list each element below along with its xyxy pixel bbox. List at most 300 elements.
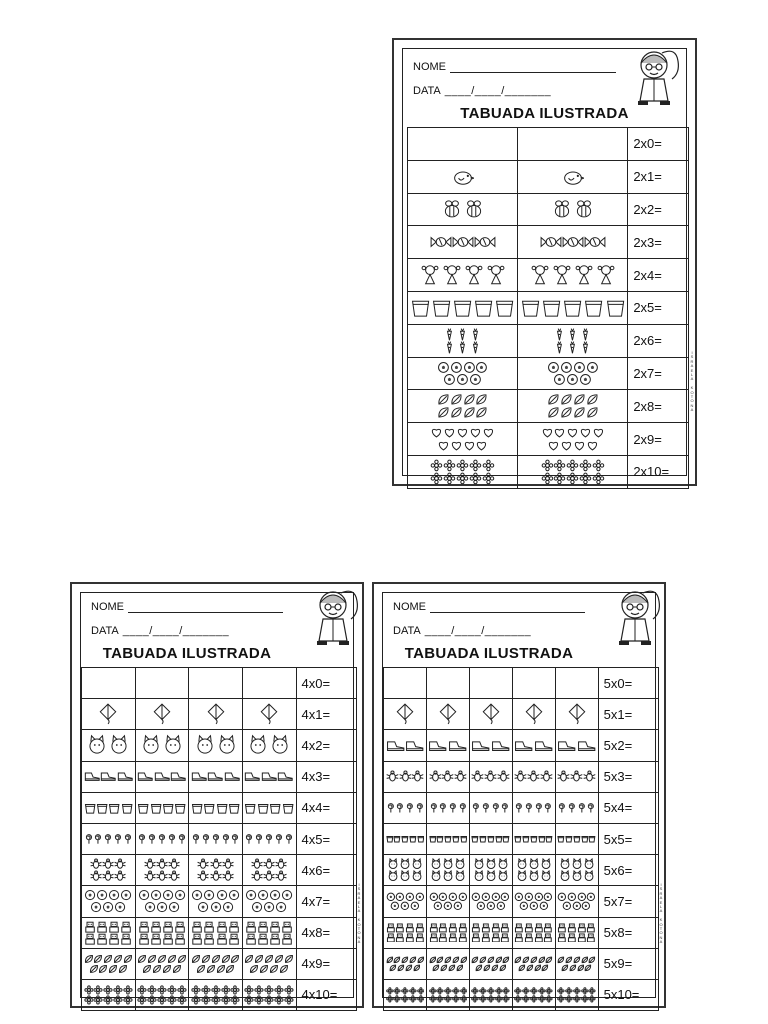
lollipop-icon bbox=[557, 803, 567, 813]
heart-icon bbox=[566, 426, 579, 439]
picture-group-cell bbox=[82, 823, 136, 854]
equation-cell[interactable]: 2x4= bbox=[628, 259, 689, 292]
flower-icon bbox=[147, 995, 157, 1005]
ball-icon bbox=[524, 892, 534, 902]
lollipop-icon bbox=[201, 834, 211, 844]
flower-icon bbox=[274, 995, 284, 1005]
equation-cell[interactable]: 2x3= bbox=[628, 226, 689, 259]
picture-group-cell bbox=[135, 855, 189, 886]
robot-icon bbox=[203, 933, 215, 945]
robot-icon bbox=[557, 923, 567, 933]
robot-icon bbox=[405, 933, 415, 943]
robot-icon bbox=[481, 933, 491, 943]
flower-icon bbox=[522, 987, 530, 995]
picture-group-cell bbox=[512, 979, 555, 1010]
leaf-icon bbox=[502, 956, 510, 964]
flower-icon bbox=[264, 985, 274, 995]
picture-group-cell bbox=[189, 917, 243, 948]
robot-icon bbox=[567, 933, 577, 943]
robot-icon bbox=[534, 933, 544, 943]
heart-icon bbox=[430, 426, 443, 439]
flower-icon bbox=[177, 995, 187, 1005]
equation-cell[interactable]: 5x5= bbox=[598, 823, 658, 854]
picture-group-cell bbox=[518, 226, 628, 259]
leaf-icon bbox=[547, 406, 560, 419]
flower-icon bbox=[469, 472, 482, 485]
flower-icon bbox=[557, 995, 565, 1003]
leaf-icon bbox=[437, 406, 450, 419]
flower-icon bbox=[429, 995, 437, 1003]
table-row bbox=[82, 886, 357, 917]
picture-group-cell bbox=[408, 160, 518, 193]
leaf-icon bbox=[557, 956, 565, 964]
picture-group-cell bbox=[518, 390, 628, 423]
robot-icon bbox=[543, 933, 553, 943]
picture-group-cell bbox=[469, 761, 512, 792]
carrot-icon bbox=[553, 341, 566, 354]
leaf-icon bbox=[152, 964, 162, 974]
robot-icon bbox=[228, 933, 240, 945]
cup-icon bbox=[174, 802, 186, 814]
leaf-icon bbox=[538, 956, 546, 964]
cup-icon bbox=[269, 802, 281, 814]
leaf-icon bbox=[413, 964, 421, 972]
cup-icon bbox=[452, 835, 460, 843]
date-row bbox=[393, 625, 585, 637]
cup-icon bbox=[386, 835, 394, 843]
cup-icon bbox=[409, 835, 417, 843]
flower-icon bbox=[566, 459, 579, 472]
leaf-icon bbox=[269, 964, 279, 974]
ball-icon bbox=[174, 889, 186, 901]
picture-group-cell bbox=[426, 792, 469, 823]
leaf-icon bbox=[279, 964, 289, 974]
leaf-icon bbox=[541, 964, 549, 972]
flower-icon bbox=[557, 987, 565, 995]
robot-icon bbox=[191, 921, 203, 933]
flower-icon bbox=[592, 459, 605, 472]
robot-icon bbox=[84, 933, 96, 945]
picture-group-cell bbox=[384, 699, 427, 730]
equation-cell[interactable]: 4x10= bbox=[296, 979, 357, 1010]
girl-icon bbox=[441, 264, 463, 286]
equation-cell[interactable]: 4x1= bbox=[296, 699, 357, 730]
robot-icon bbox=[448, 923, 458, 933]
equation-cell[interactable]: 4x0= bbox=[296, 668, 357, 699]
shoe-icon bbox=[261, 768, 278, 785]
flower-icon bbox=[452, 995, 460, 1003]
robot-icon bbox=[415, 933, 425, 943]
ball-icon bbox=[228, 889, 240, 901]
lollipop-icon bbox=[471, 803, 481, 813]
picture-group-cell bbox=[469, 792, 512, 823]
ball-icon bbox=[448, 892, 458, 902]
flower-icon bbox=[514, 987, 522, 995]
leaf-icon bbox=[142, 964, 152, 974]
heart-icon bbox=[456, 426, 469, 439]
flower-icon bbox=[545, 995, 553, 1003]
equation-cell[interactable]: 4x2= bbox=[296, 730, 357, 761]
ball-icon bbox=[429, 892, 439, 902]
equation-cell[interactable]: 5x6= bbox=[598, 855, 658, 886]
cup-icon bbox=[431, 297, 452, 318]
lollipop-icon bbox=[147, 834, 157, 844]
cup-icon bbox=[541, 297, 562, 318]
ball-icon bbox=[496, 901, 506, 911]
lollipop-icon bbox=[93, 834, 103, 844]
picture-group-cell bbox=[426, 730, 469, 761]
cup-icon bbox=[581, 835, 589, 843]
robot-icon bbox=[577, 933, 587, 943]
girl-mascot-icon bbox=[307, 583, 361, 647]
cat-icon bbox=[162, 734, 184, 756]
shoe-icon bbox=[170, 768, 187, 785]
lollipop-icon bbox=[586, 803, 596, 813]
page-title: TABUADA ILUSTRADA bbox=[404, 645, 574, 662]
robot-icon bbox=[586, 923, 596, 933]
equation-cell[interactable]: 5x0= bbox=[598, 668, 658, 699]
equation-cell[interactable]: 2x2= bbox=[628, 193, 689, 226]
picture-group-cell bbox=[469, 855, 512, 886]
flower-icon bbox=[479, 987, 487, 995]
leaf-icon bbox=[545, 956, 553, 964]
name-row bbox=[413, 61, 616, 73]
robot-icon bbox=[269, 933, 281, 945]
robot-icon bbox=[514, 933, 524, 943]
table-row bbox=[384, 792, 659, 823]
equation-cell[interactable]: 2x1= bbox=[628, 160, 689, 193]
ball-icon bbox=[269, 889, 281, 901]
equation-cell[interactable]: 5x9= bbox=[598, 948, 658, 979]
picture-group-cell bbox=[426, 979, 469, 1010]
bug-icon bbox=[168, 870, 180, 882]
leaf-icon bbox=[201, 954, 211, 964]
cup-icon bbox=[282, 802, 294, 814]
robot-icon bbox=[514, 923, 524, 933]
cup-icon bbox=[573, 835, 581, 843]
lollipop-icon bbox=[84, 834, 94, 844]
equation-cell[interactable]: 2x7= bbox=[628, 357, 689, 390]
cat-icon bbox=[387, 870, 399, 882]
ball-icon bbox=[102, 901, 114, 913]
bug-icon bbox=[411, 770, 424, 783]
picture-group-cell bbox=[384, 730, 427, 761]
flower-icon bbox=[113, 985, 123, 995]
bird-icon bbox=[562, 166, 584, 188]
picture-group-cell bbox=[555, 792, 598, 823]
table-row bbox=[384, 948, 659, 979]
robot-icon bbox=[395, 933, 405, 943]
bug-icon bbox=[441, 770, 454, 783]
equation-cell[interactable]: 4x3= bbox=[296, 761, 357, 792]
lollipop-icon bbox=[244, 834, 254, 844]
equation-cell[interactable]: 4x4= bbox=[296, 792, 357, 823]
date-lines[interactable]: ____/____/_______ bbox=[424, 625, 532, 637]
ball-icon bbox=[486, 901, 496, 911]
flower-icon bbox=[573, 995, 581, 1003]
name-line[interactable] bbox=[430, 602, 585, 613]
kite-icon bbox=[151, 703, 173, 725]
cat-icon bbox=[497, 858, 509, 870]
equation-cell[interactable]: 2x10= bbox=[628, 455, 689, 488]
picture-group-cell bbox=[555, 948, 598, 979]
cup-icon bbox=[562, 297, 583, 318]
table-row bbox=[408, 259, 689, 292]
picture-group-cell bbox=[408, 226, 518, 259]
cat-icon bbox=[485, 858, 497, 870]
flower-icon bbox=[401, 995, 409, 1003]
picture-group-cell bbox=[512, 730, 555, 761]
flower-icon bbox=[588, 987, 596, 995]
carrot-icon bbox=[579, 328, 592, 341]
bug-icon bbox=[102, 858, 114, 870]
equation-cell[interactable]: 2x5= bbox=[628, 291, 689, 324]
bug-icon bbox=[210, 870, 222, 882]
table-row bbox=[384, 979, 659, 1010]
leaf-icon bbox=[522, 956, 530, 964]
cat-icon bbox=[540, 858, 552, 870]
flower-icon bbox=[487, 987, 495, 995]
flower-icon bbox=[565, 995, 573, 1003]
girl-mascot-icon bbox=[628, 43, 682, 107]
robot-icon bbox=[174, 933, 186, 945]
equation-cell[interactable]: 2x8= bbox=[628, 390, 689, 423]
leaf-icon bbox=[206, 964, 216, 974]
heart-icon bbox=[553, 426, 566, 439]
ball-icon bbox=[84, 889, 96, 901]
leaf-icon bbox=[405, 964, 413, 972]
name-label: NOME bbox=[413, 61, 446, 73]
leaf-icon bbox=[483, 964, 491, 972]
leaf-icon bbox=[547, 393, 560, 406]
equation-cell[interactable]: 4x5= bbox=[296, 823, 357, 854]
date-lines[interactable]: ____/____/_______ bbox=[122, 625, 230, 637]
shoe-icon bbox=[386, 736, 405, 755]
lollipop-icon bbox=[500, 803, 510, 813]
table-row bbox=[82, 855, 357, 886]
robot-icon bbox=[96, 933, 108, 945]
picture-group-cell bbox=[242, 730, 296, 761]
ball-icon bbox=[579, 373, 592, 386]
lollipop-icon bbox=[123, 834, 133, 844]
robot-icon bbox=[438, 923, 448, 933]
picture-group-cell bbox=[384, 761, 427, 792]
table-row bbox=[408, 193, 689, 226]
flower-icon bbox=[393, 987, 401, 995]
flower-icon bbox=[191, 995, 201, 1005]
equation-cell[interactable]: 4x9= bbox=[296, 948, 357, 979]
leaf-icon bbox=[244, 954, 254, 964]
date-lines[interactable]: ____/____/_______ bbox=[444, 85, 552, 97]
cat-icon bbox=[399, 858, 411, 870]
ball-icon bbox=[150, 889, 162, 901]
ball-icon bbox=[108, 889, 120, 901]
ball-icon bbox=[386, 892, 396, 902]
candy-icon bbox=[474, 231, 496, 253]
flower-icon bbox=[502, 995, 510, 1003]
girl-icon bbox=[419, 264, 441, 286]
worksheet-table-5 bbox=[372, 582, 666, 1008]
equation-cell[interactable]: 4x6= bbox=[296, 855, 357, 886]
equation-cell[interactable]: 5x4= bbox=[598, 792, 658, 823]
flower-icon bbox=[444, 995, 452, 1003]
picture-group-cell bbox=[408, 291, 518, 324]
multiplication-table bbox=[407, 127, 689, 489]
bug-icon bbox=[386, 770, 399, 783]
cup-icon bbox=[522, 835, 530, 843]
flower-icon bbox=[579, 472, 592, 485]
table-row bbox=[82, 730, 357, 761]
picture-group-cell bbox=[408, 193, 518, 226]
lollipop-icon bbox=[458, 803, 468, 813]
cat-icon bbox=[411, 870, 423, 882]
equation-cell[interactable]: 5x2= bbox=[598, 730, 658, 761]
flower-icon bbox=[393, 995, 401, 1003]
flower-icon bbox=[429, 987, 437, 995]
leaf-icon bbox=[495, 956, 503, 964]
bug-icon bbox=[210, 858, 222, 870]
equation-cell[interactable]: 5x10= bbox=[598, 979, 658, 1010]
table-row bbox=[82, 699, 357, 730]
flower-icon bbox=[230, 985, 240, 995]
shoe-icon bbox=[405, 736, 424, 755]
date-row bbox=[413, 85, 616, 97]
candy-icon bbox=[584, 231, 606, 253]
shoe-icon bbox=[154, 768, 171, 785]
picture-group-cell bbox=[518, 259, 628, 292]
flower-icon bbox=[103, 985, 113, 995]
lollipop-icon bbox=[157, 834, 167, 844]
picture-group-cell bbox=[82, 761, 136, 792]
flower-icon bbox=[254, 995, 264, 1005]
leaf-icon bbox=[450, 393, 463, 406]
leaf-icon bbox=[491, 964, 499, 972]
cup-icon bbox=[410, 297, 431, 318]
ball-icon bbox=[251, 901, 263, 913]
ball-icon bbox=[463, 361, 476, 374]
shoe-icon bbox=[428, 736, 447, 755]
ball-icon bbox=[469, 373, 482, 386]
picture-group-cell bbox=[189, 948, 243, 979]
robot-icon bbox=[120, 921, 132, 933]
picture-group-cell bbox=[469, 699, 512, 730]
lollipop-icon bbox=[543, 803, 553, 813]
flower-icon bbox=[401, 987, 409, 995]
ball-icon bbox=[577, 892, 587, 902]
cup-icon bbox=[137, 802, 149, 814]
equation-cell[interactable]: 2x6= bbox=[628, 324, 689, 357]
leaf-icon bbox=[534, 964, 542, 972]
robot-icon bbox=[150, 921, 162, 933]
kite-icon bbox=[97, 703, 119, 725]
picture-group-cell bbox=[189, 792, 243, 823]
ball-icon bbox=[586, 892, 596, 902]
ball-icon bbox=[257, 889, 269, 901]
lollipop-icon bbox=[491, 803, 501, 813]
leaf-icon bbox=[573, 406, 586, 419]
picture-group-cell bbox=[408, 128, 518, 161]
date-row bbox=[91, 625, 283, 637]
ball-icon bbox=[245, 889, 257, 901]
name-line[interactable] bbox=[450, 62, 616, 73]
ball-icon bbox=[96, 889, 108, 901]
picture-group-cell bbox=[82, 668, 136, 699]
ball-icon bbox=[547, 361, 560, 374]
picture-group-cell bbox=[469, 948, 512, 979]
picture-group-cell bbox=[518, 128, 628, 161]
ball-icon bbox=[529, 901, 539, 911]
flower-icon bbox=[541, 459, 554, 472]
picture-group-cell bbox=[189, 761, 243, 792]
bug-icon bbox=[114, 870, 126, 882]
cup-icon bbox=[471, 835, 479, 843]
flower-icon bbox=[430, 472, 443, 485]
flower-icon bbox=[479, 995, 487, 1003]
equation-cell[interactable]: 5x1= bbox=[598, 699, 658, 730]
flower-icon bbox=[452, 987, 460, 995]
equation-cell[interactable]: 5x3= bbox=[598, 761, 658, 792]
equation-cell[interactable]: 2x0= bbox=[628, 128, 689, 161]
equation-cell[interactable]: 2x9= bbox=[628, 423, 689, 456]
cup-icon bbox=[565, 835, 573, 843]
carrot-icon bbox=[443, 328, 456, 341]
robot-icon bbox=[586, 933, 596, 943]
cup-icon bbox=[401, 835, 409, 843]
picture-group-cell bbox=[408, 455, 518, 488]
flower-icon bbox=[581, 987, 589, 995]
name-line[interactable] bbox=[128, 602, 283, 613]
cat-icon bbox=[399, 870, 411, 882]
flower-icon bbox=[502, 987, 510, 995]
leaf-icon bbox=[417, 956, 425, 964]
cat-icon bbox=[86, 734, 108, 756]
picture-group-cell bbox=[82, 792, 136, 823]
equation-cell[interactable]: 5x7= bbox=[598, 886, 658, 917]
lollipop-icon bbox=[191, 834, 201, 844]
ball-icon bbox=[90, 901, 102, 913]
picture-group-cell bbox=[242, 886, 296, 917]
leaf-icon bbox=[586, 393, 599, 406]
picture-group-cell bbox=[189, 730, 243, 761]
picture-group-cell bbox=[384, 917, 427, 948]
leaf-icon bbox=[249, 964, 259, 974]
date-label: DATA bbox=[413, 85, 441, 97]
carrot-icon bbox=[579, 341, 592, 354]
equation-cell[interactable]: 4x7= bbox=[296, 886, 357, 917]
page-title: TABUADA ILUSTRADA bbox=[102, 645, 272, 662]
heart-icon bbox=[592, 426, 605, 439]
robot-icon bbox=[491, 923, 501, 933]
picture-group-cell bbox=[82, 948, 136, 979]
bug-icon bbox=[514, 770, 527, 783]
ball-icon bbox=[572, 901, 582, 911]
picture-group-cell bbox=[512, 823, 555, 854]
shoe-icon bbox=[191, 768, 208, 785]
equation-cell[interactable]: 5x8= bbox=[598, 917, 658, 948]
equation-cell[interactable]: 4x8= bbox=[296, 917, 357, 948]
bug-icon bbox=[156, 858, 168, 870]
robot-icon bbox=[108, 933, 120, 945]
leaf-icon bbox=[499, 964, 507, 972]
leaf-icon bbox=[397, 964, 405, 972]
signature: I S R A E L A K O T O N A bbox=[690, 350, 694, 413]
leaf-icon bbox=[401, 956, 409, 964]
picture-group-cell bbox=[82, 886, 136, 917]
leaf-icon bbox=[569, 964, 577, 972]
girl-icon bbox=[485, 264, 507, 286]
girl-icon bbox=[595, 264, 617, 286]
worksheet-header bbox=[409, 49, 616, 101]
